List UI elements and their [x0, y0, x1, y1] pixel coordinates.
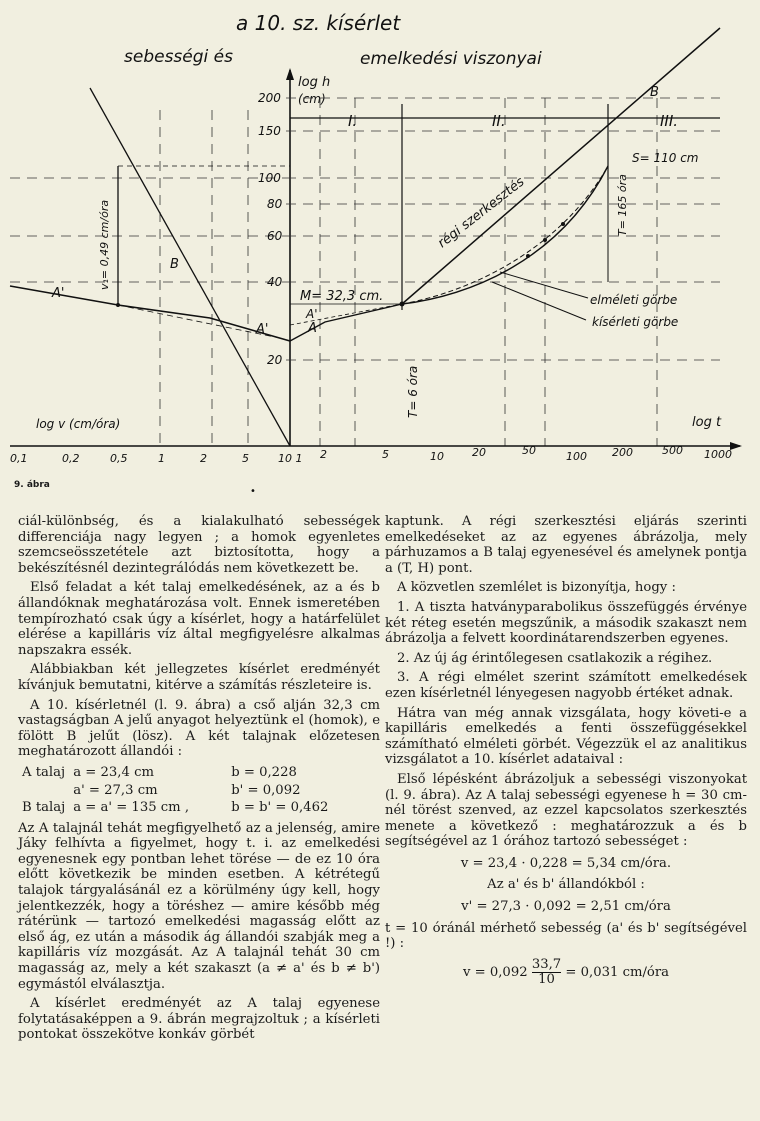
- table-cell: a' = 27,3 cm: [73, 782, 158, 798]
- formula-1: v = 23,4 · 0,228 = 5,34 cm/óra.: [460, 855, 672, 871]
- x-tick: 0,2: [62, 452, 80, 465]
- y-tick: 80: [267, 197, 283, 211]
- paragraph: Alábbiakban két jellegzetes kísérlet eredményét kívánjuk bemutatni, kitérve a számítás részleteire is.: [18, 662, 380, 693]
- left-column: [18, 514, 380, 1047]
- label-a: A: [308, 321, 317, 336]
- zone-1: I.: [348, 112, 358, 130]
- table-cell: [18, 782, 69, 800]
- x-tick: 5: [382, 448, 389, 461]
- label-kiserleti: kísérleti görbe: [592, 315, 679, 329]
- x-tick: 500: [662, 444, 683, 457]
- paragraph: Első lépésként ábrázoljuk a sebességi viszonyokat (l. 9. ábra). Az A talaj sebességi egyenese h = 30 cm-nél törést szenved, az ezzel kapcsolatos szerkesztés menete a következő : meghatározzuk a és b segítségével az 1 órához tartozó sebességet :: [385, 771, 747, 850]
- paragraph: 2. Az új ág érintőlegesen csatlakozik a régihez.: [397, 650, 713, 666]
- figure: [0, 0, 760, 505]
- constants-table: [18, 764, 332, 817]
- x-axis-right-label: log t: [692, 415, 722, 430]
- label-regi: régi szerkesztés: [435, 174, 528, 252]
- label-v1: v₁= 0,49 cm/óra: [98, 199, 111, 290]
- table-cell: a = a' = 135 cm ,: [73, 800, 190, 816]
- table-cell: B talaj: [22, 800, 66, 816]
- fraction-numerator: 33,7: [531, 956, 562, 972]
- formula-3: [385, 958, 747, 987]
- paragraph: 3. A régi elmélet szerint számított emelkedések ezen kísérletnél lényegesen nagyobb értéket adnak.: [385, 670, 747, 701]
- x-ticks: [10, 444, 732, 465]
- x-tick: 5: [242, 452, 249, 465]
- x-tick: 0,5: [110, 452, 128, 465]
- paragraph: A 10. kísérletnél (l. 9. ábra) a cső alján 32,3 cm vastagságban A jelű anyagot helyeztünk el (homok), e fölött B jelűt (lösz). A két talajnak előzetesen meghatározott állandói :: [18, 697, 380, 760]
- paragraph: Első feladat a két talaj emelkedésének, az a és b állandóknak meghatározása volt. Ennek ismeretében tempírozható csak úgy a kísérlet, hogy a határfelület elérése a kapilláris víz által megfigyelésre alkalmas napszakra essék.: [18, 580, 380, 658]
- fraction: [532, 958, 561, 987]
- grid-lines: [10, 98, 720, 446]
- line-b-left: [90, 88, 290, 446]
- formula-3-left: v = 0,092: [462, 964, 528, 980]
- label-a-prime-2: A': [256, 322, 269, 337]
- label-elmeleti: elméleti görbe: [590, 293, 678, 307]
- x-tick: 0,1: [10, 452, 28, 465]
- y-axis-label: log h: [298, 75, 331, 90]
- y-tick: 40: [267, 275, 283, 289]
- point: [116, 303, 120, 307]
- table-cell: b' = 0,092: [231, 782, 301, 798]
- label-a-prime-1: A': [52, 286, 65, 301]
- y-axis-arrow: [286, 68, 294, 80]
- line-regi: [402, 28, 720, 304]
- table-cell: b = b' = 0,462: [231, 800, 329, 816]
- x-tick: 1000: [704, 448, 732, 461]
- label-a-prime-3: A': [306, 307, 318, 321]
- x-tick: 100: [566, 450, 587, 463]
- paragraph: Az A talajnál tehát megfigyelhető az a jelenség, amire Jáky felhívta a figyelmet, hogy t. i. az emelkedési egyenesnek egy pontban lehet törése — de ez 10 óra előtt következik be minden esetben. A kétrétegű talajok tárgyalásánál ez a körülmény úgy kell, hogy jelentkezzék, hogy a töréshez — amire később még rátérünk — tartozó emelkedési magasság előtt az első ág, ez után a második ág állandói szabják meg a kapilláris víz mozgását. Az A talajnál tehát 30 cm magasság az, mely a két szakaszt (a ≠ a' és b ≠ b') egymástól elválasztja.: [18, 820, 380, 992]
- figure-subtitle-right: emelkedési viszonyai: [360, 49, 542, 69]
- label-m: M= 32,3 cm.: [300, 289, 384, 304]
- zone-3: III.: [660, 112, 679, 130]
- table-row: [18, 764, 332, 782]
- right-column: [385, 514, 747, 993]
- y-tick: 200: [258, 91, 281, 105]
- table-cell: b = 0,228: [231, 764, 297, 780]
- label-t: T= 6 óra: [406, 365, 420, 418]
- x-tick: 200: [612, 446, 633, 459]
- x-tick: 2: [200, 452, 207, 465]
- paragraph: A közvetlen szemlélet is bizonyítja, hogy :: [397, 580, 676, 596]
- y-tick: 100: [258, 171, 281, 185]
- table-cell: a = 23,4 cm: [73, 764, 154, 780]
- dot-mark: •: [250, 486, 256, 497]
- label-b-left: B: [170, 257, 179, 272]
- table-cell: A talaj: [22, 764, 66, 780]
- paragraph: 1. A tiszta hatványparabolikus összefüggés érvénye két réteg esetén megszűnik, a második szakaszt nem ábrázolja a felvett koordinátarendszerben egyenes.: [385, 599, 747, 647]
- x-axis-left-label: log v (cm/óra): [36, 417, 121, 431]
- x-tick: 1: [158, 452, 165, 465]
- table-row: [18, 782, 332, 800]
- figure-subtitle-left: sebességi és: [124, 47, 233, 67]
- leader-kiserleti: [492, 282, 586, 320]
- figure-svg: [0, 0, 760, 505]
- x-tick: 20: [472, 446, 486, 459]
- zone-2: II.: [492, 112, 506, 130]
- x-tick: 2: [320, 448, 327, 461]
- x-tick: 10 1: [278, 452, 303, 465]
- label-s: S= 110 cm: [632, 151, 699, 165]
- x-tick: 50: [522, 444, 536, 457]
- table-row: [18, 799, 332, 817]
- y-tick: 20: [267, 353, 283, 367]
- y-tick: 60: [267, 229, 283, 243]
- paragraph: ciál-különbség, és a kialakulható sebességek differenciája nagy legyen ; a homok egyenletes szemcseösszetétele azt biztosította, hogy a bekészítésnél dezintegrálódás nem következett be.: [18, 514, 380, 576]
- formula-3-right: = 0,031 cm/óra: [565, 964, 670, 980]
- y-tick: 150: [258, 124, 281, 138]
- figure-title: a 10. sz. kísérlet: [236, 11, 401, 35]
- figure-caption: 9. ábra: [14, 480, 50, 490]
- x-tick: 10: [430, 450, 444, 463]
- fraction-denominator: 10: [538, 971, 555, 987]
- paragraph: A kísérlet eredményét az A talaj egyenese folytatásaképpen a 9. ábrán megrajzoltuk ; a kísérleti pontokat összekötve konkáv görbét: [18, 996, 380, 1043]
- paragraph: t = 10 óránál mérhető sebesség (a' és b' segítségével !) :: [385, 920, 747, 952]
- label-t2: T= 165 óra: [616, 174, 629, 236]
- paragraph: Az a' és b' állandókból :: [487, 877, 645, 893]
- y-axis-unit: (cm): [298, 92, 326, 106]
- formula-2: v' = 27,3 · 0,092 = 2,51 cm/óra: [461, 899, 671, 915]
- paragraph: Hátra van még annak vizsgálata, hogy követi-e a kapilláris emelkedés a fenti összefüggésekkel számítható elméleti görbét. Végezzük el az analitikus vizsgálatot a 10. kísérlet adataival :: [385, 705, 747, 768]
- label-b-right: B: [650, 85, 659, 100]
- leader-elmeleti: [500, 272, 588, 298]
- paragraph: kaptunk. A régi szerkesztési eljárás szerinti emelkedéseket az az egyenes ábrázolja, mely párhuzamos a B talaj egyenesével és amelynek pontja a (T, H) pont.: [385, 514, 747, 576]
